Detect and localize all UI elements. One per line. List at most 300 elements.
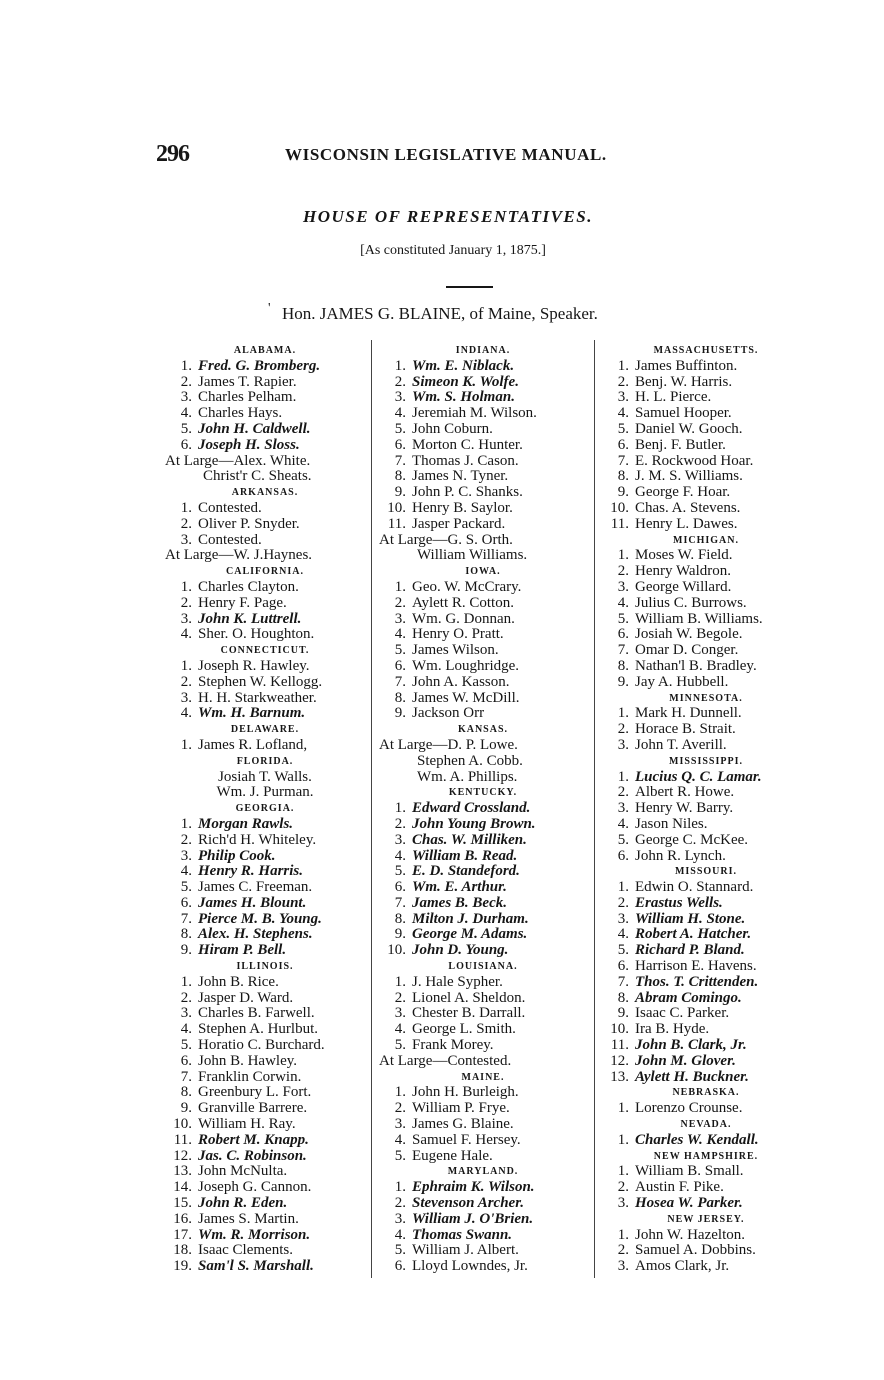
roster-column-2 (379, 343, 587, 1275)
district-number: 3. (617, 910, 629, 927)
representative-name: Sher. O. Houghton. (198, 626, 315, 643)
representative-entry (165, 1085, 365, 1101)
representative-name: Amos Clark, Jr. (635, 1258, 730, 1275)
state-heading: LOUISIANA. (448, 961, 518, 973)
district-number: 6. (394, 436, 406, 453)
representative-name: Erastus Wells. (635, 894, 723, 911)
district-number: 5. (180, 420, 192, 437)
representative-name: William Williams. (417, 547, 528, 564)
district-number: 9. (394, 926, 406, 943)
representative-name: Frank Morey. (412, 1037, 494, 1054)
district-number: 10. (387, 942, 406, 959)
district-number: 5. (180, 879, 192, 896)
representative-name: John A. Kasson. (412, 673, 510, 690)
representative-entry (602, 880, 810, 896)
representative-name: Franklin Corwin. (198, 1068, 302, 1085)
representative-entry (379, 864, 587, 880)
district-number: 3. (617, 736, 629, 753)
district-number: 6. (394, 1258, 406, 1275)
district-number: 9. (617, 673, 629, 690)
state-heading: NEW HAMPSHIRE. (653, 1150, 759, 1162)
district-number: 1. (617, 547, 629, 564)
representative-name: Charles Clayton. (198, 578, 299, 595)
district-number: 1. (617, 705, 629, 722)
district-number: 3. (617, 578, 629, 595)
representative-entry (165, 927, 365, 943)
district-number: 5. (617, 942, 629, 959)
representative-entry (602, 801, 810, 817)
representative-entry (165, 627, 365, 643)
district-number: 4. (617, 815, 629, 832)
representative-name: Wm. Loughridge. (412, 657, 520, 674)
district-number: 8. (617, 657, 629, 674)
representative-name: Pierce M. B. Young. (198, 910, 322, 927)
representative-name: George F. Hoar. (635, 484, 731, 501)
state-heading: MINNESOTA. (669, 692, 743, 704)
representative-entry (602, 1259, 810, 1275)
representative-name: James Wilson. (412, 642, 499, 659)
district-number: 2. (617, 1242, 629, 1259)
district-number: 12. (610, 1052, 629, 1069)
representative-entry (165, 1117, 365, 1133)
representative-name: William B. Small. (635, 1163, 744, 1180)
representative-entry (602, 375, 810, 391)
representative-name: Aylett H. Buckner. (635, 1068, 749, 1085)
district-number: 13. (173, 1163, 192, 1180)
district-number: 2. (617, 1179, 629, 1196)
representative-name: Milton J. Durham. (412, 910, 529, 927)
district-number: 5. (617, 420, 629, 437)
representative-entry (165, 596, 365, 612)
district-number: 2. (180, 373, 192, 390)
district-number: 2. (394, 1100, 406, 1117)
district-number: 1. (394, 357, 406, 374)
district-number: 2. (617, 373, 629, 390)
representative-entry (379, 469, 587, 485)
representative-name: Robert A. Hatcher. (635, 926, 752, 943)
district-number: 11. (610, 1037, 629, 1054)
district-number: 3. (394, 1210, 406, 1227)
district-number: 1. (180, 815, 192, 832)
running-head-title: WISCONSIN LEGISLATIVE MANUAL. (285, 145, 607, 164)
representative-name: Wm. A. Phillips. (417, 768, 518, 785)
district-number: 4. (617, 594, 629, 611)
representative-name: George Willard. (635, 578, 732, 595)
district-number: 3. (394, 389, 406, 406)
district-number: 1. (394, 800, 406, 817)
representative-entry (379, 1228, 587, 1244)
district-number: 1. (617, 1163, 629, 1180)
state-heading: KENTUCKY. (448, 787, 518, 799)
representative-name: Austin F. Pike. (635, 1179, 724, 1196)
district-number: 7. (617, 452, 629, 469)
district-number: 6. (180, 436, 192, 453)
district-number: 3. (180, 389, 192, 406)
representative-name: Ephraim K. Wilson. (412, 1179, 535, 1196)
district-number: 4. (394, 1021, 406, 1038)
district-number: 12. (173, 1147, 192, 1164)
district-number: 5. (180, 1037, 192, 1054)
representative-entry (602, 1022, 810, 1038)
representative-name: Wm. E. Niblack. (412, 357, 515, 374)
representative-entry (165, 548, 365, 564)
representative-name: Stevenson Archer. (412, 1195, 524, 1212)
district-number: 1. (617, 1100, 629, 1117)
representative-entry (379, 406, 587, 422)
district-number: 2. (180, 515, 192, 532)
district-number: 7. (180, 1068, 192, 1085)
district-number: 10. (173, 1116, 192, 1133)
representative-name: Stephen W. Kellogg. (198, 673, 323, 690)
representative-entry (602, 612, 810, 628)
representative-entry (165, 1006, 365, 1022)
representative-name: James N. Tyner. (412, 468, 509, 485)
representative-name: William B. Read. (412, 847, 518, 864)
district-number: 3. (180, 531, 192, 548)
representative-name: Alex. H. Stephens. (198, 926, 313, 943)
representative-name: James Buffinton. (635, 357, 738, 374)
district-number: 3. (180, 847, 192, 864)
district-number: 5. (394, 863, 406, 880)
representative-entry (602, 896, 810, 912)
representative-name: William B. Williams. (635, 610, 763, 627)
representative-name: Nathan'l B. Bradley. (635, 657, 757, 674)
representative-entry (165, 975, 365, 991)
page-number: 296 (156, 141, 189, 167)
representative-entry (602, 1243, 810, 1259)
representative-entry (379, 422, 587, 438)
representative-name: J. Hale Sypher. (412, 973, 503, 990)
state-heading: MAINE. (461, 1071, 505, 1083)
representative-entry (379, 454, 587, 470)
representative-entry (165, 659, 365, 675)
representative-name: George C. McKee. (635, 831, 749, 848)
representative-name: Morton C. Hunter. (412, 436, 523, 453)
district-number: 14. (173, 1179, 192, 1196)
representative-name: Aylett R. Cotton. (412, 594, 514, 611)
state-heading: IOWA. (465, 566, 501, 578)
district-number: 6. (617, 436, 629, 453)
district-number: 6. (394, 879, 406, 896)
representative-name: John D. Young. (412, 942, 509, 959)
representative-entry (379, 738, 587, 754)
district-number: 9. (394, 484, 406, 501)
district-number: 4. (180, 405, 192, 422)
speaker-text: Hon. JAMES G. BLAINE, of Maine, Speaker. (282, 304, 598, 323)
representative-entry (379, 1243, 587, 1259)
representative-name: Mark H. Dunnell. (635, 705, 742, 722)
representative-name: Horatio C. Burchard. (198, 1037, 325, 1054)
district-number: 10. (610, 499, 629, 516)
representative-name: Charles Hays. (198, 405, 283, 422)
representative-name: Simeon K. Wolfe. (412, 373, 519, 390)
representative-entry (602, 596, 810, 612)
representative-name: Wm. H. Barnum. (198, 705, 306, 722)
representative-name: Thomas J. Cason. (412, 452, 519, 469)
representative-name: Stephen A. Cobb. (417, 752, 523, 769)
district-number: 15. (173, 1195, 192, 1212)
representative-entry (165, 991, 365, 1007)
representative-entry (165, 896, 365, 912)
district-number: 4. (394, 626, 406, 643)
representative-name: John H. Burleigh. (412, 1084, 519, 1101)
representative-entry (165, 691, 365, 707)
representative-name: James B. Beck. (412, 894, 507, 911)
representative-name: George M. Adams. (412, 926, 528, 943)
representative-entry (379, 1133, 587, 1149)
representative-entry (379, 817, 587, 833)
district-number: 6. (617, 847, 629, 864)
representative-name: Philip Cook. (198, 847, 276, 864)
representative-entry (165, 1054, 365, 1070)
representative-entry (165, 1164, 365, 1180)
district-number: 4. (617, 926, 629, 943)
representative-name: James W. McDill. (412, 689, 520, 706)
representative-entry (379, 1101, 587, 1117)
representative-name: Charles W. Kendall. (635, 1131, 759, 1148)
representative-name: John R. Eden. (198, 1195, 288, 1212)
representative-entry (602, 722, 810, 738)
representative-name: Contested. (198, 499, 262, 516)
district-number: 10. (610, 1021, 629, 1038)
district-number: 2. (617, 721, 629, 738)
district-number: 13. (610, 1068, 629, 1085)
representative-name: Eugene Hale. (412, 1147, 493, 1164)
representative-entry (165, 517, 365, 533)
representative-entry (602, 1180, 810, 1196)
district-number: 1. (180, 357, 192, 374)
representative-name: William J. O'Brien. (412, 1210, 534, 1227)
district-number: 4. (180, 1021, 192, 1038)
representative-entry: Josiah T. Walls. (218, 768, 312, 785)
district-number: 6. (394, 657, 406, 674)
representative-entry (165, 1022, 365, 1038)
representative-name: Jasper D. Ward. (198, 989, 294, 1006)
representative-entry (602, 738, 810, 754)
district-number: 17. (173, 1226, 192, 1243)
state-heading: GEORGIA. (235, 803, 295, 815)
district-number: 3. (617, 1195, 629, 1212)
district-number: 1. (617, 1226, 629, 1243)
district-number: 2. (394, 815, 406, 832)
district-number: 2. (180, 831, 192, 848)
representative-name: At Large—W. J.Haynes. (165, 547, 313, 564)
district-number: 19. (173, 1258, 192, 1275)
representative-entry (165, 454, 365, 470)
representative-name: Richard P. Bland. (635, 942, 745, 959)
representative-name: Julius C. Burrows. (635, 594, 747, 611)
representative-name: Samuel F. Hersey. (412, 1131, 521, 1148)
district-number: 2. (617, 784, 629, 801)
representative-name: Jeremiah M. Wilson. (412, 405, 537, 422)
district-number: 1. (180, 973, 192, 990)
district-number: 9. (617, 484, 629, 501)
representative-name: Moses W. Field. (635, 547, 733, 564)
representative-name: Oliver P. Snyder. (198, 515, 300, 532)
district-number: 5. (617, 610, 629, 627)
representative-entry (602, 627, 810, 643)
representative-name: William H. Ray. (198, 1116, 296, 1133)
representative-entry (165, 375, 365, 391)
district-number: 1. (394, 1179, 406, 1196)
representative-entry (379, 533, 587, 549)
district-number: 4. (394, 405, 406, 422)
column-divider-2 (594, 340, 595, 1278)
district-number: 3. (180, 610, 192, 627)
representative-entry (379, 1212, 587, 1228)
representative-name: At Large—G. S. Orth. (379, 531, 513, 548)
district-number: 4. (394, 1226, 406, 1243)
representative-entry (379, 501, 587, 517)
district-number: 7. (180, 910, 192, 927)
representative-entry (379, 770, 587, 786)
district-number: 1. (180, 578, 192, 595)
representative-entry (602, 469, 810, 485)
representative-entry (165, 1038, 365, 1054)
representative-entry (165, 390, 365, 406)
representative-entry (165, 612, 365, 628)
district-number: 3. (180, 689, 192, 706)
representative-entry (602, 675, 810, 691)
district-number: 9. (394, 705, 406, 722)
representative-entry (165, 943, 365, 959)
representative-entry (602, 501, 810, 517)
representative-name: Henry F. Page. (198, 594, 287, 611)
representative-name: Lucius Q. C. Lamar. (635, 768, 762, 785)
district-number: 9. (180, 1100, 192, 1117)
district-number: 5. (394, 420, 406, 437)
state-heading: ALABAMA. (233, 345, 297, 356)
district-number: 5. (394, 642, 406, 659)
representative-entry (379, 849, 587, 865)
representative-name: Robert M. Knapp. (198, 1131, 309, 1148)
representative-name: Isaac Clements. (198, 1242, 293, 1259)
district-number: 1. (617, 1131, 629, 1148)
representative-entry (165, 880, 365, 896)
district-number: 2. (394, 989, 406, 1006)
state-heading: MICHIGAN. (673, 534, 739, 546)
running-header (0, 141, 884, 171)
district-number: 4. (180, 626, 192, 643)
district-number: 6. (180, 894, 192, 911)
representative-name: Lorenzo Crounse. (635, 1100, 743, 1117)
representative-entry (379, 1006, 587, 1022)
district-number: 5. (394, 1147, 406, 1164)
representative-name: John Coburn. (412, 420, 493, 437)
representative-entry (165, 406, 365, 422)
district-number: 1. (394, 1084, 406, 1101)
representative-name: Benj. F. Butler. (635, 436, 726, 453)
representative-name: Daniel W. Gooch. (635, 420, 743, 437)
representative-name: Hiram P. Bell. (198, 942, 287, 959)
representative-name: John K. Luttrell. (198, 610, 302, 627)
district-number: 2. (180, 673, 192, 690)
representative-name: John W. Hazelton. (635, 1226, 745, 1243)
representative-name: Henry R. Harris. (198, 863, 304, 880)
representative-entry (165, 438, 365, 454)
representative-name: Henry W. Barry. (635, 800, 734, 817)
state-heading: ARKANSAS. (231, 487, 299, 499)
representative-entry (379, 1038, 587, 1054)
representative-entry (379, 896, 587, 912)
district-number: 2. (617, 894, 629, 911)
representative-name: Albert R. Howe. (635, 784, 735, 801)
representative-name: Stephen A. Hurlbut. (198, 1021, 318, 1038)
representative-name: Horace B. Strait. (635, 721, 736, 738)
state-heading: MASSACHUSETTS. (653, 345, 759, 356)
representative-name: Chas. W. Milliken. (412, 831, 527, 848)
district-number: 8. (180, 926, 192, 943)
representative-name: Omar D. Conger. (635, 642, 739, 659)
district-number: 8. (617, 989, 629, 1006)
representative-entry (165, 1259, 365, 1275)
district-number: 3. (394, 831, 406, 848)
representative-entry (379, 1117, 587, 1133)
representative-name: E. Rockwood Hoar. (635, 452, 754, 469)
representative-entry (602, 959, 810, 975)
district-number: 4. (180, 705, 192, 722)
representative-name: Chas. A. Stevens. (635, 499, 741, 516)
representative-entry (379, 1054, 587, 1070)
representative-entry (602, 833, 810, 849)
representative-entry (602, 1164, 810, 1180)
representative-entry (379, 580, 587, 596)
representative-entry (602, 1228, 810, 1244)
representative-entry (602, 359, 810, 375)
speaker-mark: ' (268, 301, 271, 316)
representative-entry (379, 659, 587, 675)
representative-entry (379, 975, 587, 991)
representative-entry (379, 801, 587, 817)
representative-entry (602, 643, 810, 659)
representative-name: John McNulta. (198, 1163, 288, 1180)
state-heading: NEBRASKA. (672, 1087, 740, 1099)
representative-name: Joseph G. Cannon. (198, 1179, 312, 1196)
representative-name: John H. Caldwell. (198, 420, 311, 437)
representative-entry (602, 975, 810, 991)
district-number: 8. (394, 689, 406, 706)
representative-entry (602, 454, 810, 470)
district-number: 3. (394, 1116, 406, 1133)
representative-entry (379, 991, 587, 1007)
state-heading: MARYLAND. (447, 1166, 519, 1178)
representative-name: Jackson Orr (412, 705, 485, 722)
district-number: 4. (180, 863, 192, 880)
representative-name: H. H. Starkweather. (198, 689, 317, 706)
district-number: 7. (394, 452, 406, 469)
representative-entry (379, 375, 587, 391)
representative-name: Wm. S. Holman. (412, 389, 515, 406)
representative-entry (165, 912, 365, 928)
district-number: 8. (394, 910, 406, 927)
state-heading: ILLINOIS. (236, 961, 294, 973)
representative-name: William H. Stone. (635, 910, 746, 927)
representative-name: Hosea W. Parker. (635, 1195, 743, 1212)
column-divider-1 (371, 340, 372, 1278)
representative-name: Joseph H. Sloss. (198, 436, 300, 453)
representative-entry (602, 991, 810, 1007)
representative-entry (165, 1196, 365, 1212)
representative-name: At Large—Contested. (379, 1052, 512, 1069)
district-number: 7. (394, 673, 406, 690)
district-number: 16. (173, 1210, 192, 1227)
representative-entry (379, 912, 587, 928)
district-number: 11. (173, 1131, 192, 1148)
representative-entry (379, 485, 587, 501)
representative-name: Wm. G. Donnan. (412, 610, 515, 627)
representative-name: Isaac C. Parker. (635, 1005, 730, 1022)
representative-entry (379, 612, 587, 628)
